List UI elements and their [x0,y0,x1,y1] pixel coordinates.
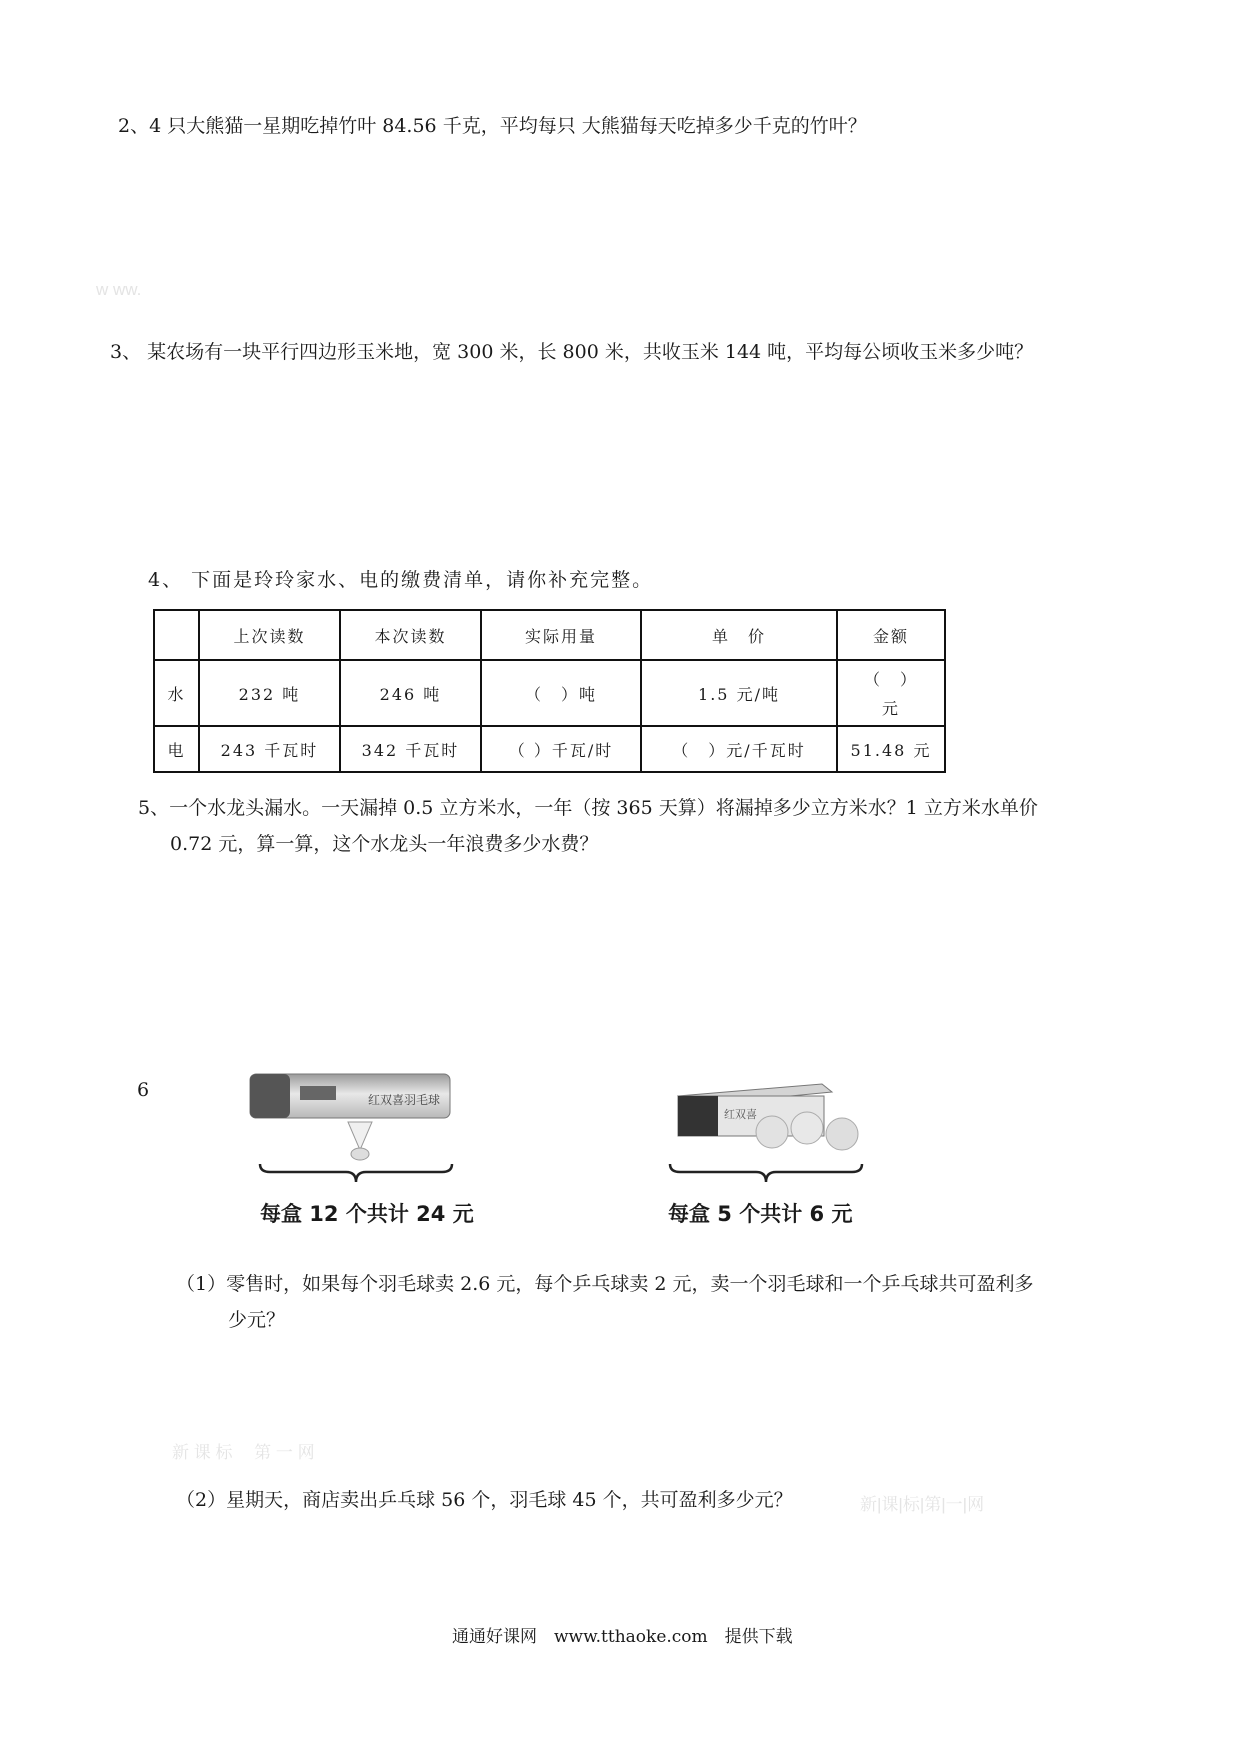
curly-brace-left [258,1162,454,1184]
page-footer: 通通好课网 www.tthaoke.com 提供下载 [452,1627,793,1647]
tube-label-text: 红双喜羽毛球 [368,1093,441,1107]
question-4-title: 4、 下面是玲玲家水、电的缴费清单，请你补充完整。 [148,569,654,591]
header-cell: 单 价 [641,610,837,660]
table-row-electric [154,726,945,772]
question-5-line2: 0.72 元，算一算，这个水龙头一年浪费多少水费？ [170,833,599,855]
question-3: 3、 某农场有一块平行四边形玉米地，宽 300 米，长 800 米，共收玉米 144 吨，平均每公顷收玉米多少吨？ [110,341,1034,363]
electric-curr-reading: 342 千瓦时 [340,726,481,772]
question-6-number: 6 [137,1079,150,1101]
pingpong-box-image [672,1070,872,1170]
water-curr-reading: 246 吨 [340,660,481,726]
electric-prev-reading: 243 千瓦时 [199,726,340,772]
water-amount-parens: （ ） [863,670,918,689]
table-header-row [154,610,945,660]
table-row-water [154,660,945,726]
water-unit-price: 1.5 元/吨 [641,660,837,726]
question-2: 2、4 只大熊猫一星期吃掉竹叶 84.56 千克，平均每只 大熊猫每天吃掉多少千克的竹叶？ [118,115,867,137]
electric-usage-blank: （ ）千瓦/时 [481,726,641,772]
watermark-middle: 新 课 标 第 一 网 [172,1443,315,1462]
curly-brace-right [668,1162,864,1184]
question-6-sub1-line2: 少元？ [228,1309,286,1331]
header-cell: 实际用量 [481,610,641,660]
question-6-sub2: （2）星期天，商店卖出乒乓球 56 个，羽毛球 45 个，共可盈利多少元？ [176,1489,793,1511]
header-cell: 金额 [837,610,945,660]
badminton-price-caption: 每盒 12 个共计 24 元 [260,1202,474,1226]
electric-price-blank: （ ）元/千瓦时 [641,726,837,772]
water-amount-unit: 元 [881,699,900,718]
electric-amount: 51.48 元 [837,726,945,772]
watermark-right: 新|课|标|第|一|网 [860,1495,985,1514]
watermark-text: w ww. [96,280,142,299]
header-cell: 本次读数 [340,610,481,660]
badminton-tube-image [248,1072,458,1172]
box-label-text: 红双喜 [724,1108,757,1121]
water-usage-blank: （ ）吨 [481,660,641,726]
question-5-line1: 5、一个水龙头漏水。一天漏掉 0.5 立方米水，一年（按 365 天算）将漏掉多少立方米水？1 立方米水单价 [138,797,1038,819]
header-cell: 上次读数 [199,610,340,660]
pingpong-price-caption: 每盒 5 个共计 6 元 [668,1202,853,1226]
water-prev-reading: 232 吨 [199,660,340,726]
water-amount-blank [837,660,945,726]
utility-bill-table [153,609,946,773]
row-label-electric: 电 [154,726,199,772]
question-6-sub1-line1: （1）零售时，如果每个羽毛球卖 2.6 元，每个乒乓球卖 2 元，卖一个羽毛球和一个乒乓球共可盈利多 [176,1273,1034,1295]
header-cell [154,610,199,660]
row-label-water: 水 [154,660,199,726]
